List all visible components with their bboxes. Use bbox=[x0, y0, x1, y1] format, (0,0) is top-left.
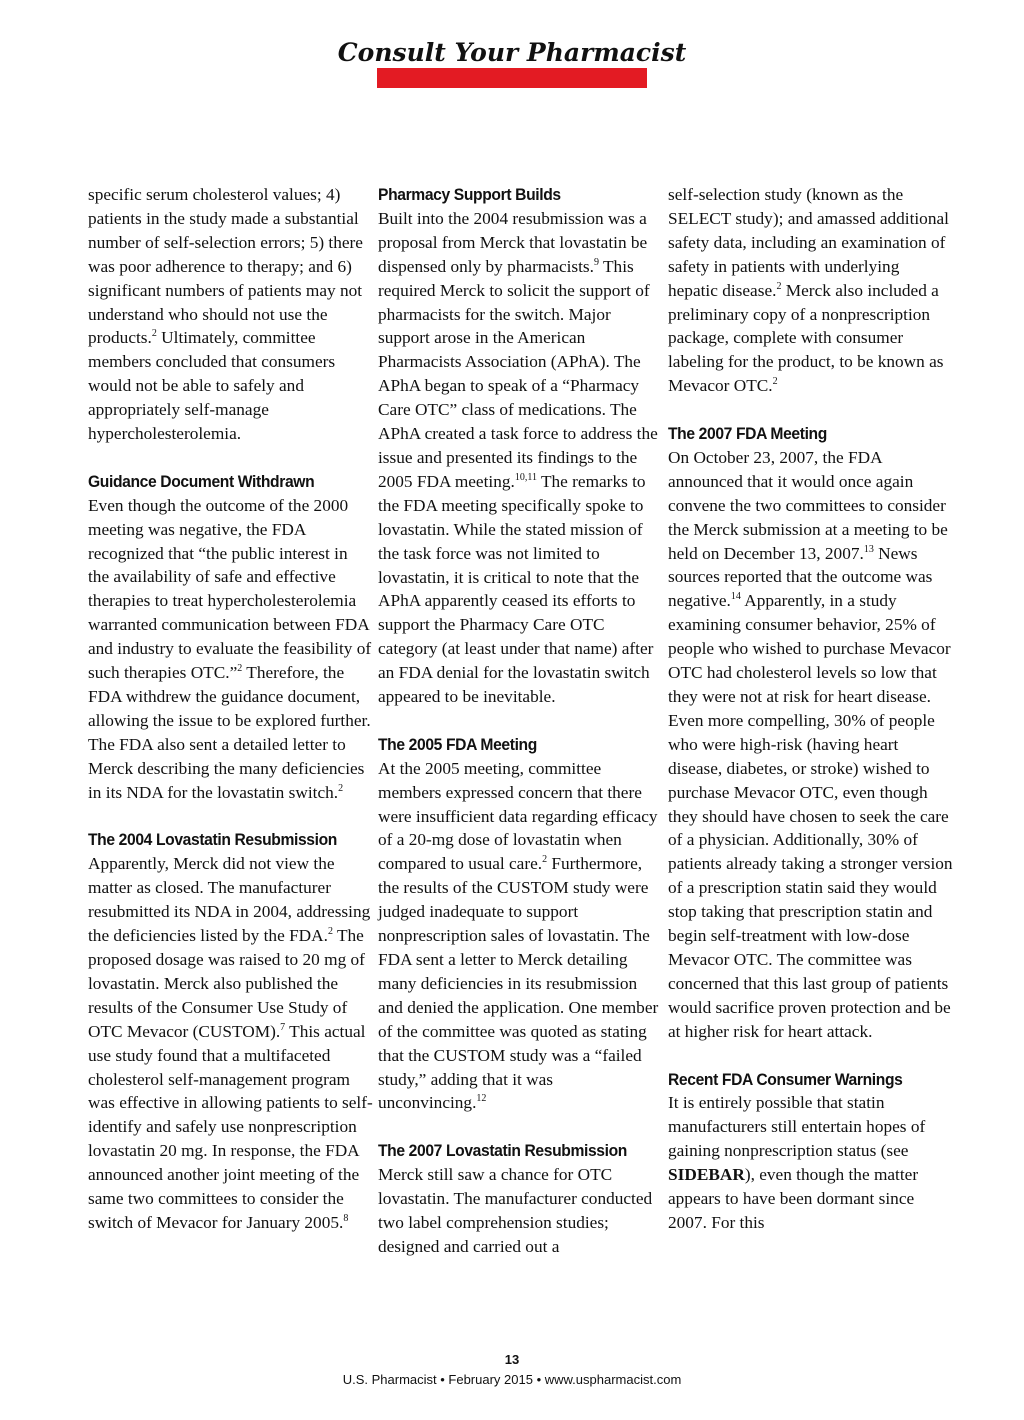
paragraph: On October 23, 2007, the FDA announced that it would once again convene the two committees to consider the Merck submission at a meeting to be held on December 13, 2007.13 News sources reported that the outcome was negative.$^{14}$ Apparently, in a study examining consumer behavior, 25% of people who wished to purchase Mevacor OTC had cholesterol levels so low that they were not at risk for heart disease. Even more compelling, 30% of people who were high-risk (having heart disease, diabetes, or stroke) wished to purchase Mevacor OTC, even though they should have chosen to seek the care of a physician. Additionally, 30% of patients already taking a stronger version of a prescription statin said they would stop taking that prescription statin and begin self-treatment with low-dose Mevacor OTC. The committee was concerned that this last group of patients would sacrifice proven protection and be at higher risk for heart attack. bbox=[668, 447, 953, 1041]
paragraph: Even though the outcome of the 2000 meeting was negative, the FDA recognized that “the public interest in the availability of safe and effective therapies to treat hypercholesterolemia warranted communication between FDA and industry to evaluate the feasibility of such therapies OTC.”$^2$ Therefore, the FDA withdrew the guidance document, allowing the issue to be explored further. The FDA also sent a detailed letter to Merck describing the many deficiencies in its NDA for the lovastatin switch.$^2$ bbox=[88, 495, 372, 802]
section-heading: Guidance Document Withdrawn bbox=[88, 471, 315, 491]
reference-marker: 12 bbox=[476, 1093, 487, 1105]
section-heading: The 2005 FDA Meeting bbox=[378, 734, 537, 754]
reference-marker: 2 bbox=[772, 376, 778, 388]
reference-marker: 10,11 bbox=[514, 472, 537, 484]
reference-marker: 14 bbox=[730, 591, 741, 603]
column-2 bbox=[378, 183, 663, 1259]
column-1 bbox=[88, 183, 373, 1235]
section-heading: The 2007 FDA Meeting bbox=[668, 424, 827, 444]
paragraph: specific serum cholesterol values; 4) patients in the study made a substantial number of self-selection errors; 5) there was poor adherence to therapy; and 6) significant numbers of patients may not understand who should not use the products.$^2$ Ultimately, committee members concluded that consumers would not be able to safely and appropriately self-manage hypercholesterolemia. bbox=[88, 185, 363, 444]
section-heading: Recent FDA Consumer Warnings bbox=[668, 1069, 903, 1089]
reference-marker: 2 bbox=[542, 854, 548, 866]
page-header bbox=[0, 38, 1024, 68]
paragraph: It is entirely possible that statin manufacturers still entertain hopes of gaining nonprescription status (see SIDEBAR), even though the matter appears to have been dormant since 2007. For this bbox=[668, 1093, 926, 1232]
paragraph: At the 2005 meeting, committee members expressed concern that there were insufficient data regarding efficacy of a 20-mg dose of lovastatin when compared to usual care.$^2$ Furthermore, the results of the CUSTOM study were judged inadequate to support nonprescription sales of lovastatin. The FDA sent a letter to Merck detailing many deficiencies in its resubmission and denied the application. One member of the committee was quoted as stating that the CUSTOM study was a “failed study,” adding that it was unconvincing.$^{12}$ bbox=[378, 758, 659, 1113]
sidebar-reference: SIDEBAR bbox=[668, 1165, 745, 1185]
header-accent-bar bbox=[377, 68, 647, 88]
reference-marker: 8 bbox=[343, 1213, 349, 1225]
column-3 bbox=[668, 183, 953, 1235]
section-heading: The 2007 Lovastatin Resubmission bbox=[378, 1141, 627, 1161]
reference-marker: 9 bbox=[593, 256, 599, 268]
page-title: Consult Your Pharmacist bbox=[337, 38, 687, 67]
paragraph: Merck still saw a chance for OTC lovastatin. The manufacturer conducted two label comprehension studies; designed and carried out a bbox=[378, 1165, 653, 1256]
paragraph: self-selection study (known as the SELECT study); and amassed additional safety data, including an examination of safety in patients with underlying hepatic disease.$^2$ Merck also included a preliminary copy of a nonprescription package, complete with consumer labeling for the product, to be known as Mevacor OTC.$^2$ bbox=[668, 185, 949, 396]
reference-marker: 2 bbox=[151, 328, 157, 340]
reference-marker: 2 bbox=[776, 280, 782, 292]
paragraph: Apparently, Merck did not view the matter as closed. The manufacturer resubmitted its NDA in 2004, addressing the deficiencies listed by the FDA.$^2$ The proposed dosage was raised to 20 mg of lovastatin. Merck also published the results of the Consumer Use Study of OTC Mevacor (CUSTOM).$^7$ This actual use study found that a multifaceted cholesterol self-management program was effective in allowing patients to self-identify and safely use nonprescription lovastatin 20 mg. In response, the FDA announced another joint meeting of the same two committees to consider the switch of Mevacor for January 2005.$^8$ bbox=[88, 854, 373, 1232]
paragraph: Built into the 2004 resubmission was a proposal from Merck that lovastatin be dispensed only by pharmacists.$^9$ This required Merck to solicit the support of pharmacists for the switch. Major support arose in the American Pharmacists Association (APhA). The APhA began to speak of a “Pharmacy Care OTC” class of medications. The APhA created a task force to address the issue and presented its findings to the 2005 FDA meeting.$^{10,11}$ The remarks to the FDA meeting specifically spoke to lovastatin. While the stated mission of the task force was not limited to lovastatin, it is critical to note that the APhA apparently ceased its efforts to support the Pharmacy Care OTC category (at least under that name) after an FDA denial for the lovastatin switch appeared to be inevitable. bbox=[378, 208, 658, 707]
reference-marker: 2 bbox=[327, 926, 333, 938]
reference-marker: 2 bbox=[338, 782, 344, 794]
section-heading: The 2004 Lovastatin Resubmission bbox=[88, 830, 337, 850]
reference-marker: 7 bbox=[280, 1021, 286, 1033]
reference-marker: 2 bbox=[237, 663, 243, 675]
section-heading: Pharmacy Support Builds bbox=[378, 185, 561, 204]
page-number: 13 bbox=[504, 1352, 520, 1367]
footer-publication-line: U.S. Pharmacist • February 2015 • www.uspharmacist.com bbox=[342, 1372, 682, 1387]
reference-marker: 13 bbox=[863, 543, 874, 555]
